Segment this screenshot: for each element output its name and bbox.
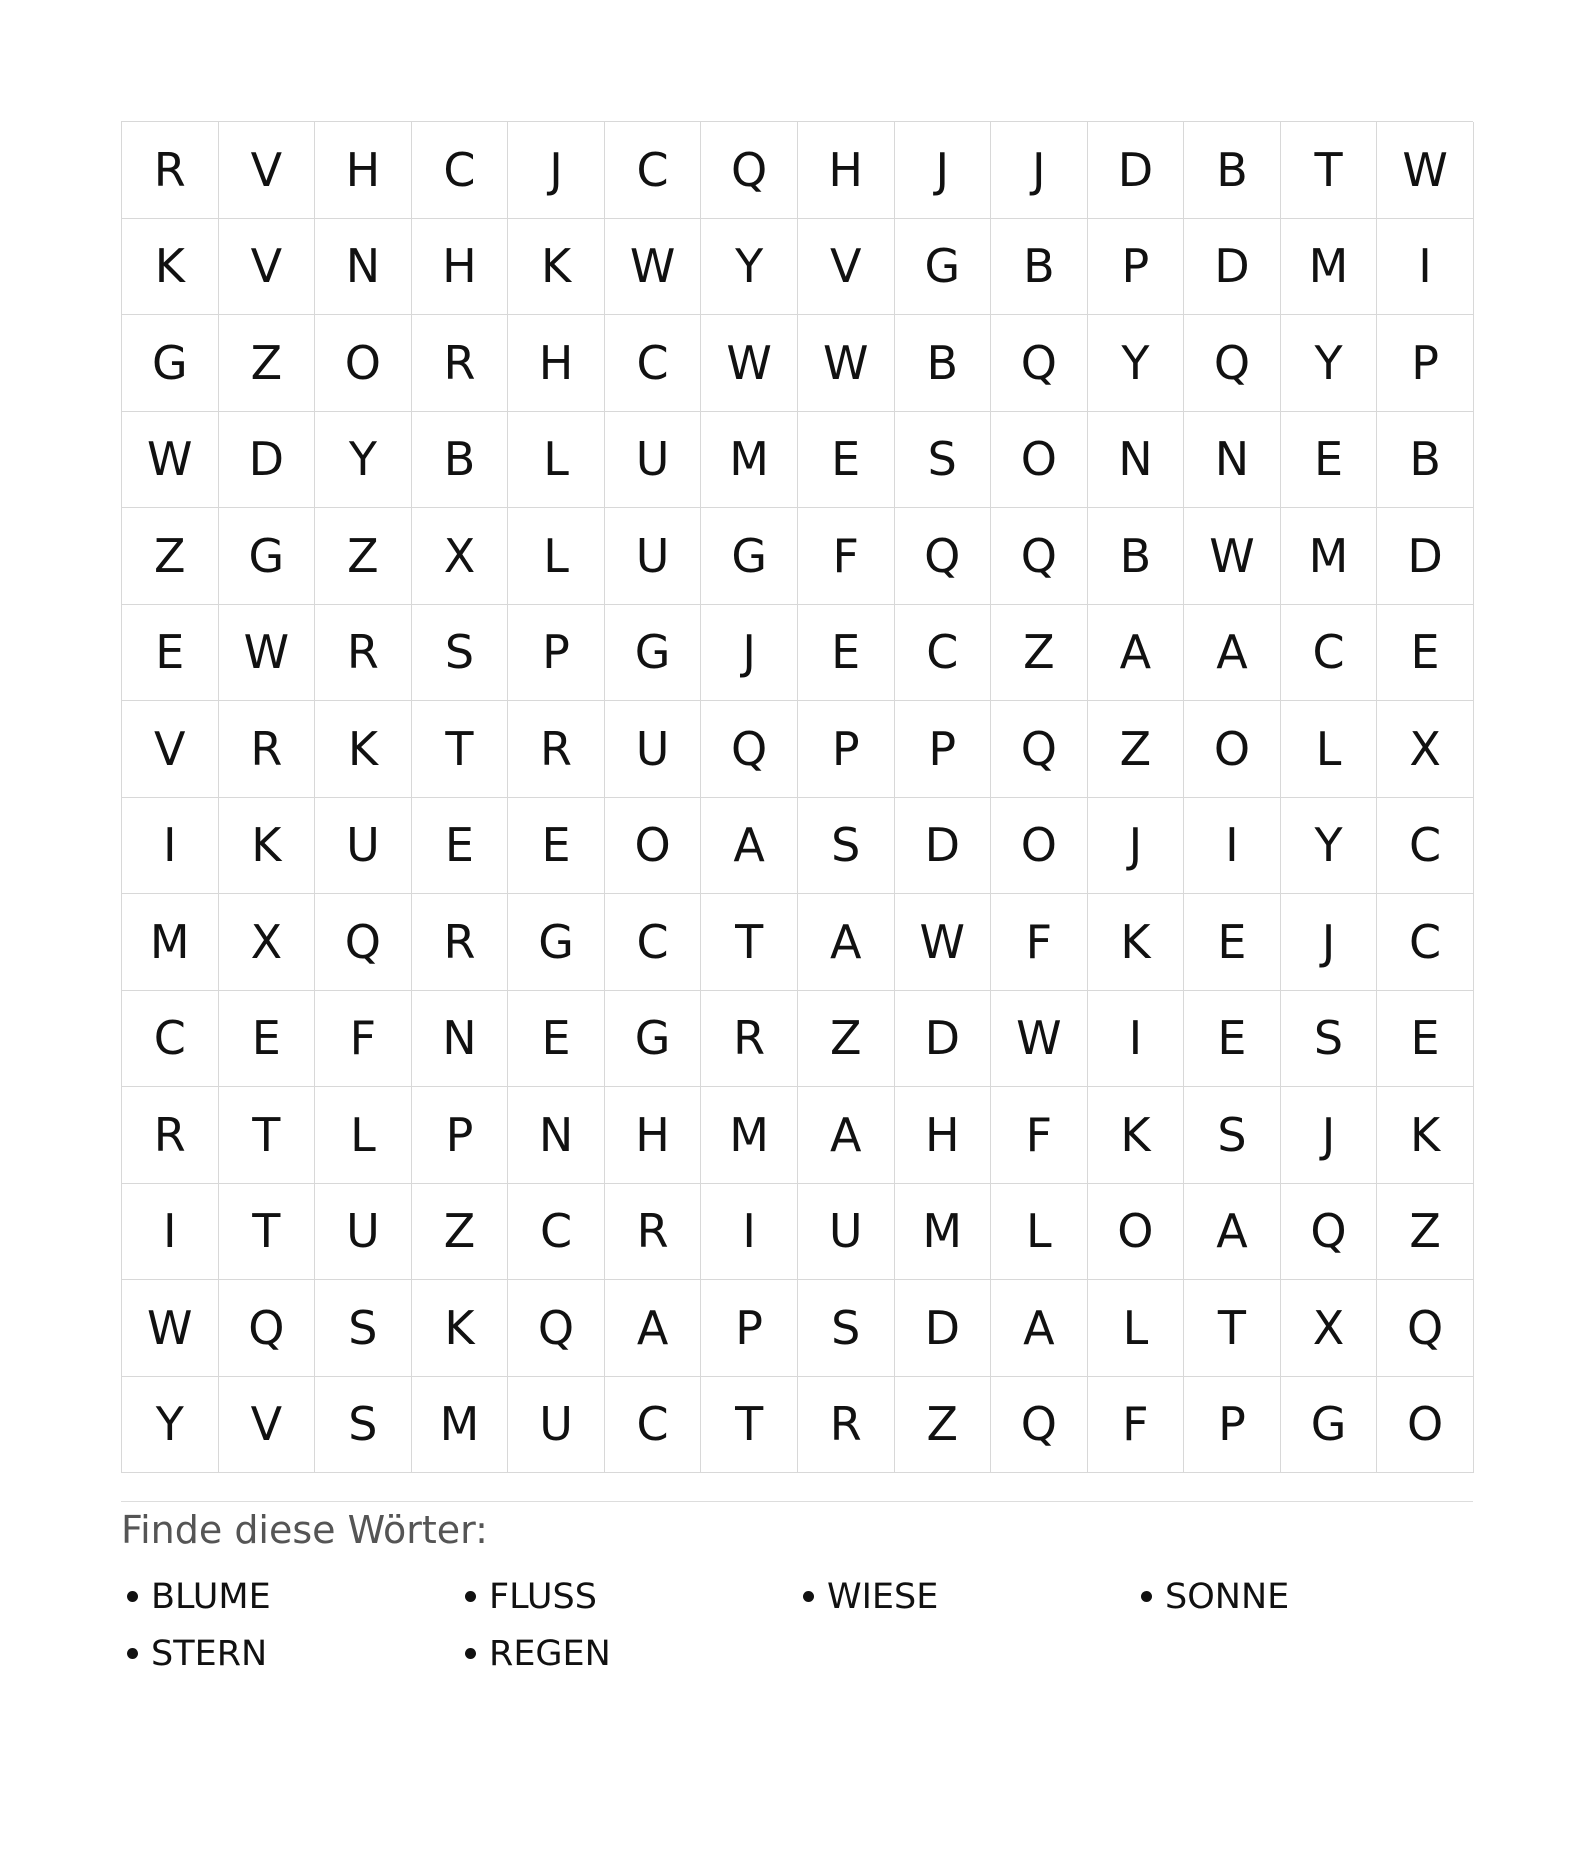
grid-cell[interactable]: E — [219, 991, 316, 1088]
grid-cell[interactable]: C — [605, 315, 702, 412]
grid-cell[interactable]: Z — [1088, 701, 1185, 798]
grid-cell[interactable]: O — [605, 798, 702, 895]
grid-cell[interactable]: G — [122, 315, 219, 412]
grid-cell[interactable]: E — [1281, 412, 1378, 509]
grid-cell[interactable]: C — [1377, 894, 1474, 991]
grid-cell[interactable]: D — [1088, 122, 1185, 219]
grid-cell[interactable]: P — [412, 1087, 509, 1184]
grid-cell[interactable]: U — [605, 701, 702, 798]
grid-cell[interactable]: T — [701, 894, 798, 991]
grid-cell[interactable]: T — [412, 701, 509, 798]
grid-cell[interactable]: T — [219, 1184, 316, 1281]
grid-cell[interactable]: C — [895, 605, 992, 702]
grid-cell[interactable]: W — [895, 894, 992, 991]
grid-cell[interactable]: O — [991, 798, 1088, 895]
word-label: STERN — [151, 1633, 268, 1674]
grid-cell[interactable]: O — [1184, 701, 1281, 798]
grid-cell[interactable]: F — [315, 991, 412, 1088]
word-label: BLUME — [151, 1576, 271, 1617]
grid-cell[interactable]: P — [508, 605, 605, 702]
grid-cell[interactable]: O — [1377, 1377, 1474, 1474]
grid-cell[interactable]: E — [508, 991, 605, 1088]
grid-cell[interactable]: M — [701, 1087, 798, 1184]
grid-cell[interactable]: C — [605, 894, 702, 991]
bullet-icon — [465, 1648, 476, 1659]
grid-cell[interactable]: D — [895, 798, 992, 895]
grid-cell[interactable]: V — [798, 219, 895, 316]
grid-cell[interactable]: A — [1184, 605, 1281, 702]
grid-cell[interactable]: B — [991, 219, 1088, 316]
word-list-item — [1135, 1568, 1473, 1625]
grid-cell[interactable]: R — [412, 894, 509, 991]
grid-cell[interactable]: H — [315, 122, 412, 219]
grid-cell[interactable]: R — [315, 605, 412, 702]
grid-cell[interactable]: E — [1184, 894, 1281, 991]
grid-cell[interactable]: Q — [1377, 1280, 1474, 1377]
grid-cell[interactable]: J — [1281, 894, 1378, 991]
grid-cell[interactable]: U — [315, 1184, 412, 1281]
grid-cell[interactable]: T — [219, 1087, 316, 1184]
grid-cell[interactable]: X — [219, 894, 316, 991]
grid-cell[interactable]: A — [798, 894, 895, 991]
grid-cell[interactable]: V — [219, 219, 316, 316]
grid-cell[interactable]: Q — [991, 701, 1088, 798]
grid-cell[interactable]: B — [895, 315, 992, 412]
grid-cell[interactable]: P — [895, 701, 992, 798]
grid-cell[interactable]: E — [798, 605, 895, 702]
word-list-item — [121, 1568, 459, 1625]
grid-cell[interactable]: H — [412, 219, 509, 316]
grid-cell[interactable]: W — [605, 219, 702, 316]
word-list — [121, 1568, 1473, 1682]
grid-cell[interactable]: D — [219, 412, 316, 509]
grid-cell[interactable]: C — [412, 122, 509, 219]
grid-cell[interactable]: N — [1088, 412, 1185, 509]
grid-cell[interactable]: G — [605, 991, 702, 1088]
grid-cell[interactable]: Q — [991, 1377, 1088, 1474]
grid-cell[interactable]: I — [1184, 798, 1281, 895]
grid-cell[interactable]: Z — [1377, 1184, 1474, 1281]
grid-cell[interactable]: W — [122, 412, 219, 509]
grid-cell[interactable]: Z — [412, 1184, 509, 1281]
grid-cell[interactable]: U — [605, 412, 702, 509]
grid-cell[interactable]: C — [605, 122, 702, 219]
grid-cell[interactable]: K — [508, 219, 605, 316]
grid-cell[interactable]: E — [1377, 605, 1474, 702]
grid-cell[interactable]: U — [315, 798, 412, 895]
grid-cell[interactable]: S — [315, 1377, 412, 1474]
grid-cell[interactable]: Z — [122, 508, 219, 605]
grid-cell[interactable]: Q — [701, 701, 798, 798]
grid-cell[interactable]: S — [412, 605, 509, 702]
word-list-item — [797, 1568, 1135, 1625]
grid-cell[interactable]: O — [1088, 1184, 1185, 1281]
word-list-item — [459, 1568, 797, 1625]
grid-cell[interactable]: D — [1184, 219, 1281, 316]
grid-cell[interactable]: K — [1088, 894, 1185, 991]
grid-cell[interactable]: P — [1088, 219, 1185, 316]
grid-cell[interactable]: V — [122, 701, 219, 798]
grid-cell[interactable]: R — [798, 1377, 895, 1474]
grid-cell[interactable]: E — [798, 412, 895, 509]
letter-grid — [121, 121, 1473, 1473]
grid-cell[interactable]: M — [1281, 219, 1378, 316]
grid-cell[interactable]: U — [798, 1184, 895, 1281]
grid-cell[interactable]: B — [412, 412, 509, 509]
grid-cell[interactable]: X — [412, 508, 509, 605]
grid-cell[interactable]: E — [508, 798, 605, 895]
grid-cell[interactable]: X — [1281, 1280, 1378, 1377]
divider — [121, 1501, 1473, 1502]
grid-cell[interactable]: Z — [991, 605, 1088, 702]
grid-cell[interactable]: Z — [315, 508, 412, 605]
grid-cell[interactable]: X — [1377, 701, 1474, 798]
grid-cell[interactable]: Y — [701, 219, 798, 316]
grid-cell[interactable]: D — [895, 991, 992, 1088]
grid-cell[interactable]: D — [1377, 508, 1474, 605]
word-list-item — [121, 1625, 459, 1682]
grid-cell[interactable]: Z — [798, 991, 895, 1088]
grid-cell[interactable]: G — [508, 894, 605, 991]
grid-cell[interactable]: A — [1184, 1184, 1281, 1281]
grid-cell[interactable]: I — [701, 1184, 798, 1281]
grid-cell[interactable]: P — [1377, 315, 1474, 412]
grid-cell[interactable]: E — [412, 798, 509, 895]
grid-cell[interactable]: K — [412, 1280, 509, 1377]
grid-cell[interactable]: N — [1184, 412, 1281, 509]
grid-cell[interactable]: Y — [1281, 798, 1378, 895]
grid-cell[interactable]: Z — [219, 315, 316, 412]
grid-cell[interactable]: Q — [508, 1280, 605, 1377]
grid-cell[interactable]: C — [1377, 798, 1474, 895]
grid-cell[interactable]: F — [1088, 1377, 1185, 1474]
grid-cell[interactable]: G — [895, 219, 992, 316]
grid-cell[interactable]: S — [1281, 991, 1378, 1088]
grid-cell[interactable]: Q — [701, 122, 798, 219]
grid-cell[interactable]: A — [701, 798, 798, 895]
grid-cell[interactable]: J — [1088, 798, 1185, 895]
grid-cell[interactable]: A — [991, 1280, 1088, 1377]
grid-cell[interactable]: C — [605, 1377, 702, 1474]
grid-cell[interactable]: A — [605, 1280, 702, 1377]
grid-cell[interactable]: Q — [991, 315, 1088, 412]
grid-cell[interactable]: T — [1184, 1280, 1281, 1377]
grid-cell[interactable]: B — [1088, 508, 1185, 605]
grid-cell[interactable]: L — [315, 1087, 412, 1184]
grid-cell[interactable]: L — [1281, 701, 1378, 798]
grid-cell[interactable]: C — [122, 991, 219, 1088]
grid-cell[interactable]: W — [991, 991, 1088, 1088]
grid-cell[interactable]: Y — [122, 1377, 219, 1474]
grid-cell[interactable]: L — [1088, 1280, 1185, 1377]
grid-cell[interactable]: L — [508, 508, 605, 605]
grid-cell[interactable]: Y — [1281, 315, 1378, 412]
grid-cell[interactable]: I — [122, 798, 219, 895]
grid-cell[interactable]: C — [1281, 605, 1378, 702]
grid-cell[interactable]: A — [798, 1087, 895, 1184]
grid-cell[interactable]: K — [315, 701, 412, 798]
grid-cell[interactable]: W — [701, 315, 798, 412]
grid-cell[interactable]: S — [895, 412, 992, 509]
grid-cell[interactable]: W — [1377, 122, 1474, 219]
grid-cell[interactable]: N — [412, 991, 509, 1088]
grid-cell[interactable]: Q — [991, 508, 1088, 605]
grid-cell[interactable]: M — [1281, 508, 1378, 605]
grid-cell[interactable]: R — [605, 1184, 702, 1281]
word-list-heading: Finde diese Wörter: — [121, 1508, 488, 1552]
word-search-puzzle — [121, 121, 1473, 1682]
bullet-icon — [803, 1591, 814, 1602]
grid-cell[interactable]: H — [798, 122, 895, 219]
grid-cell[interactable]: O — [315, 315, 412, 412]
grid-cell[interactable]: Q — [1281, 1184, 1378, 1281]
grid-cell[interactable]: R — [701, 991, 798, 1088]
grid-cell[interactable]: Y — [1088, 315, 1185, 412]
grid-cell[interactable]: B — [1377, 412, 1474, 509]
grid-cell[interactable]: P — [701, 1280, 798, 1377]
word-label: SONNE — [1165, 1576, 1290, 1617]
grid-cell[interactable]: N — [508, 1087, 605, 1184]
grid-cell[interactable]: M — [122, 894, 219, 991]
grid-cell[interactable]: J — [508, 122, 605, 219]
grid-cell[interactable]: S — [798, 1280, 895, 1377]
grid-cell[interactable]: G — [605, 605, 702, 702]
grid-cell[interactable]: M — [701, 412, 798, 509]
grid-cell[interactable]: K — [219, 798, 316, 895]
grid-cell[interactable]: W — [1184, 508, 1281, 605]
grid-cell[interactable]: S — [1184, 1087, 1281, 1184]
grid-cell[interactable]: B — [1184, 122, 1281, 219]
grid-cell[interactable]: E — [122, 605, 219, 702]
grid-cell[interactable]: R — [508, 701, 605, 798]
grid-cell[interactable]: F — [991, 1087, 1088, 1184]
grid-cell[interactable]: W — [798, 315, 895, 412]
grid-cell[interactable]: J — [1281, 1087, 1378, 1184]
grid-cell[interactable]: A — [1088, 605, 1185, 702]
grid-cell[interactable]: S — [315, 1280, 412, 1377]
word-list-item — [459, 1625, 797, 1682]
grid-cell[interactable]: Q — [895, 508, 992, 605]
grid-cell[interactable]: W — [122, 1280, 219, 1377]
grid-cell[interactable]: Y — [315, 412, 412, 509]
grid-cell[interactable]: R — [219, 701, 316, 798]
grid-cell[interactable]: R — [412, 315, 509, 412]
grid-cell[interactable]: F — [991, 894, 1088, 991]
word-label: REGEN — [489, 1633, 611, 1674]
bullet-icon — [1141, 1591, 1152, 1602]
grid-cell[interactable]: H — [508, 315, 605, 412]
grid-cell[interactable]: L — [991, 1184, 1088, 1281]
grid-cell[interactable]: H — [605, 1087, 702, 1184]
grid-cell[interactable]: P — [798, 701, 895, 798]
grid-cell[interactable]: Z — [895, 1377, 992, 1474]
bullet-icon — [127, 1591, 138, 1602]
grid-cell[interactable]: J — [895, 122, 992, 219]
grid-cell[interactable]: U — [605, 508, 702, 605]
grid-cell[interactable]: I — [1088, 991, 1185, 1088]
grid-cell[interactable]: R — [122, 122, 219, 219]
grid-cell[interactable]: G — [1281, 1377, 1378, 1474]
grid-cell[interactable]: V — [219, 1377, 316, 1474]
grid-cell[interactable]: Q — [1184, 315, 1281, 412]
grid-cell[interactable]: I — [122, 1184, 219, 1281]
grid-cell[interactable]: E — [1377, 991, 1474, 1088]
bullet-icon — [465, 1591, 476, 1602]
bullet-icon — [127, 1648, 138, 1659]
grid-cell[interactable]: W — [219, 605, 316, 702]
grid-cell[interactable]: I — [1377, 219, 1474, 316]
grid-cell[interactable]: L — [508, 412, 605, 509]
grid-cell[interactable]: Q — [315, 894, 412, 991]
grid-cell[interactable]: N — [315, 219, 412, 316]
word-label: WIESE — [827, 1576, 939, 1617]
grid-cell[interactable]: K — [1377, 1087, 1474, 1184]
word-label: FLUSS — [489, 1576, 597, 1617]
grid-cell[interactable]: G — [219, 508, 316, 605]
grid-cell[interactable]: T — [701, 1377, 798, 1474]
grid-cell[interactable]: F — [798, 508, 895, 605]
grid-cell[interactable]: E — [1184, 991, 1281, 1088]
grid-cell[interactable]: T — [1281, 122, 1378, 219]
grid-cell[interactable]: S — [798, 798, 895, 895]
grid-cell[interactable]: J — [991, 122, 1088, 219]
grid-cell[interactable]: R — [122, 1087, 219, 1184]
grid-cell[interactable]: C — [508, 1184, 605, 1281]
grid-cell[interactable]: H — [895, 1087, 992, 1184]
grid-cell[interactable]: M — [895, 1184, 992, 1281]
grid-cell[interactable]: V — [219, 122, 316, 219]
grid-cell[interactable]: G — [701, 508, 798, 605]
grid-cell[interactable]: K — [122, 219, 219, 316]
grid-cell[interactable]: Q — [219, 1280, 316, 1377]
grid-cell[interactable]: O — [991, 412, 1088, 509]
grid-cell[interactable]: D — [895, 1280, 992, 1377]
grid-cell[interactable]: K — [1088, 1087, 1185, 1184]
grid-cell[interactable]: U — [508, 1377, 605, 1474]
grid-cell[interactable]: M — [412, 1377, 509, 1474]
grid-cell[interactable]: P — [1184, 1377, 1281, 1474]
grid-cell[interactable]: J — [701, 605, 798, 702]
